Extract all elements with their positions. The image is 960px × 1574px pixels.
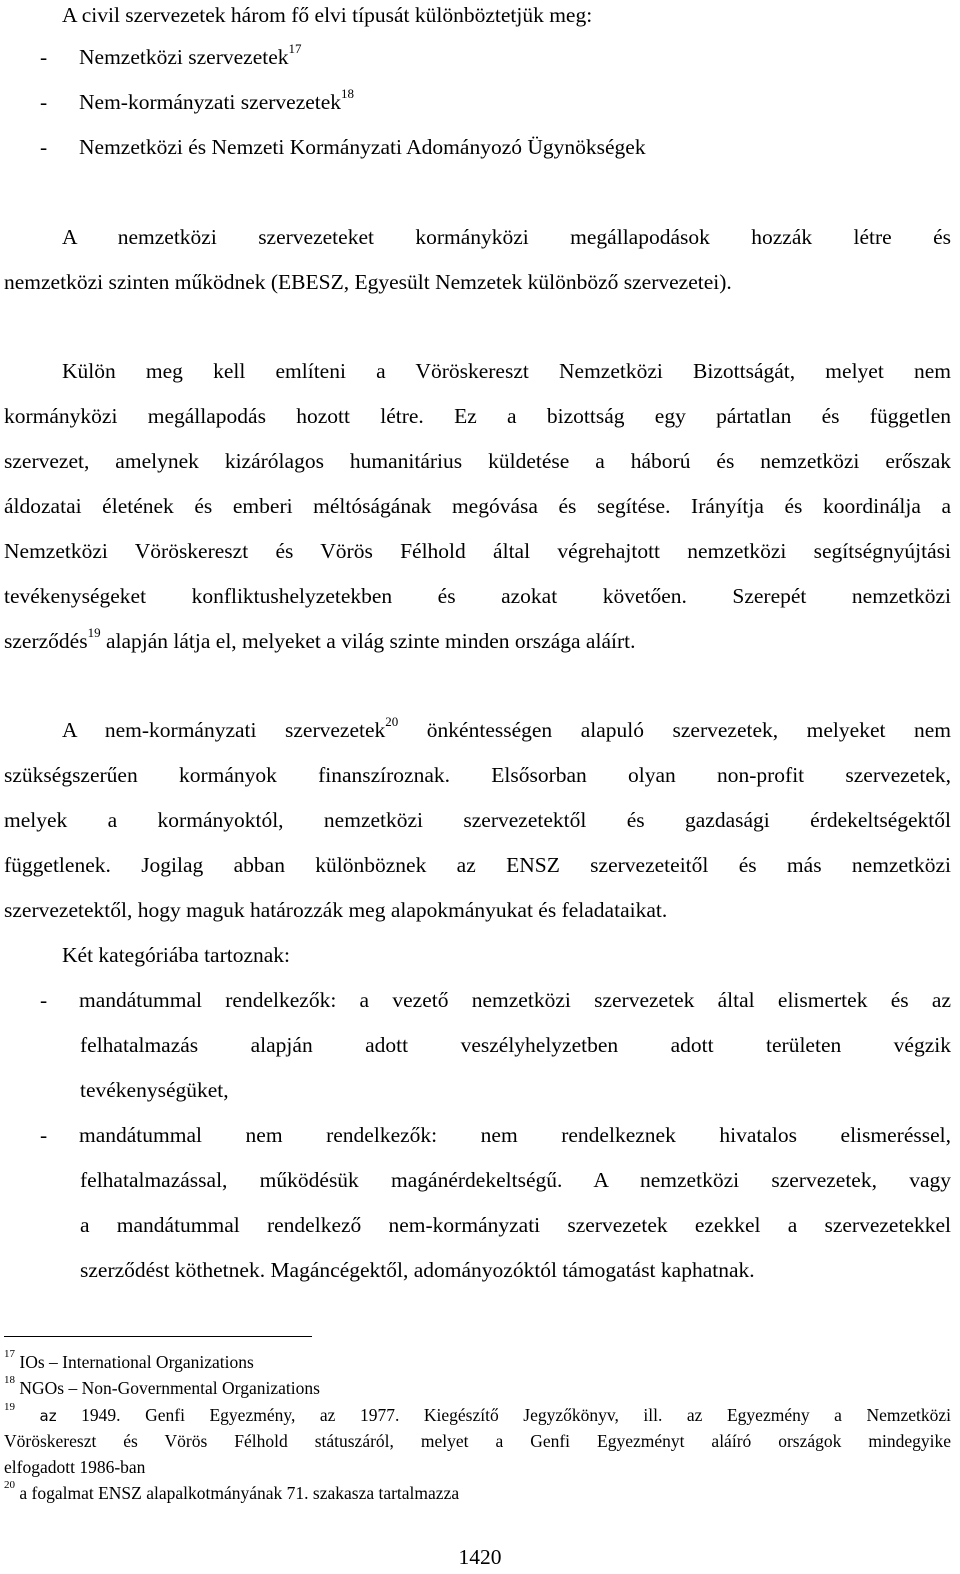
- list-item-line: felhatalmazással, működésük magánérdekeltségű. A nemzetközi szervezetek, vagy: [80, 1168, 951, 1192]
- list-dash: -: [40, 988, 48, 1012]
- footnote-ref[interactable]: 17: [288, 40, 302, 56]
- footnote-separator: [4, 1336, 312, 1337]
- footnote-number: 18: [4, 1374, 15, 1387]
- categories-lead: Két kategóriába tartoznak:: [62, 943, 291, 967]
- list-item-line: a mandátummal rendelkező nem-kormányzati szervezetek ezekkel a szervezetekkel: [80, 1213, 951, 1237]
- footnote-19-line: elfogadott 1986-ban: [4, 1457, 146, 1477]
- list-item-line: szerződést köthetnek. Magáncégektől, adományozóktól támogatást kaphatnak.: [80, 1258, 755, 1282]
- intro-lead: A civil szervezetek három fő elvi típusát különböztetjük meg:: [62, 3, 593, 27]
- list-item: [40, 132, 951, 162]
- paragraph-line: szükségszerűen kormányok finanszíroznak. Elsősorban olyan non-profit szervezetek,: [4, 763, 951, 787]
- list-item-text: Nemzetközi szervezetek: [79, 45, 289, 69]
- footnote-number: 20: [4, 1479, 15, 1492]
- list-dash: -: [40, 1123, 48, 1147]
- paragraph-line: [4, 626, 951, 656]
- paragraph-text: A nem-kormányzati szervezetek: [62, 718, 386, 742]
- paragraph-line: áldozatai életének és emberi méltóságának megóvása és segítése. Irányítja és koordinálja a: [4, 494, 951, 518]
- page-number: 1420: [458, 1545, 502, 1569]
- list-item: [40, 1120, 951, 1150]
- footnote-ref[interactable]: 19: [87, 624, 101, 640]
- paragraph-line: nemzetközi szinten működnek (EBESZ, Egyesült Nemzetek különböző szervezetei).: [4, 270, 732, 294]
- footnote-text: 1949. Genfi Egyezmény, az 1977. Kiegészítő Jegyzőkönyv, ill. az Egyezmény a Nemzetközi: [56, 1405, 951, 1425]
- footnote-text: a fogalmat ENSZ alapalkotmányának 71. szakasza tartalmazza: [15, 1483, 460, 1503]
- list-item-text: Nemzetközi és Nemzeti Kormányzati Adományozó Ügynökségek: [79, 135, 646, 159]
- paragraph-text: szerződés: [4, 629, 88, 653]
- footnote-number: 17: [4, 1348, 15, 1361]
- paragraph-line: Nemzetközi Vöröskereszt és Vörös Félhold által végrehajtott nemzetközi segítségnyújtási: [4, 539, 951, 563]
- paragraph-line: kormányközi megállapodás hozott létre. Ez a bizottság egy pártatlan és független: [4, 404, 951, 428]
- footnote-ref[interactable]: 18: [341, 85, 355, 101]
- paragraph-line: szervezetektől, hogy maguk határozzák meg alapokmányukat és feladataikat.: [4, 898, 668, 922]
- footnote-number: 19: [4, 1401, 15, 1414]
- footnote-18: [4, 1376, 951, 1400]
- paragraph-line: melyek a kormányoktól, nemzetközi szervezetektől és gazdasági érdekeltségektől: [4, 808, 951, 832]
- footnote-17: [4, 1350, 951, 1374]
- list-dash: -: [40, 135, 48, 159]
- list-item-text: Nem-kormányzati szervezetek: [79, 90, 342, 114]
- footnote-19-line: Vöröskereszt és Vörös Félhold státuszáról, melyet a Genfi Egyezményt aláíró országok mindegyike: [4, 1431, 951, 1451]
- paragraph-line: [62, 715, 951, 745]
- footnote-20: [4, 1481, 951, 1505]
- footnote-text: az: [39, 1407, 57, 1425]
- paragraph-line: tevékenységeket konfliktushelyzetekben és azokat követően. Szerepét nemzetközi: [4, 584, 951, 608]
- footnote-text: NGOs – Non-Governmental Organizations: [15, 1378, 320, 1398]
- list-dash: -: [40, 90, 48, 114]
- footnote-ref[interactable]: 20: [385, 713, 399, 729]
- list-dash: -: [40, 45, 48, 69]
- paragraph-line: Külön meg kell említeni a Vöröskereszt Nemzetközi Bizottságát, melyet nem: [62, 359, 951, 383]
- paragraph-line: A nemzetközi szervezeteket kormányközi megállapodások hozzák létre és: [62, 225, 951, 249]
- footnote-text: IOs – International Organizations: [15, 1352, 254, 1372]
- list-item: [40, 985, 951, 1015]
- paragraph-text: alapján látja el, melyeket a világ szinte minden országa aláírt.: [100, 629, 636, 653]
- paragraph-line: szervezet, amelynek kizárólagos humanitárius küldetése a háború és nemzetközi erőszak: [4, 449, 951, 473]
- list-item: [40, 42, 951, 72]
- list-item-line: tevékenységüket,: [80, 1078, 229, 1102]
- footnote-19: [4, 1403, 951, 1428]
- list-item-text: mandátummal nem rendelkezők: nem rendelkeznek hivatalos elismeréssel,: [79, 1123, 951, 1147]
- list-item-line: felhatalmazás alapján adott veszélyhelyzetben adott területen végzik: [80, 1033, 951, 1057]
- paragraph-line: függetlenek. Jogilag abban különböznek az ENSZ szervezeteitől és más nemzetközi: [4, 853, 951, 877]
- list-item: [40, 87, 951, 117]
- list-item-text: mandátummal rendelkezők: a vezető nemzetközi szervezetek által elismertek és az: [79, 988, 951, 1012]
- paragraph-text: önkéntességen alapuló szervezetek, melyeket nem: [398, 718, 951, 742]
